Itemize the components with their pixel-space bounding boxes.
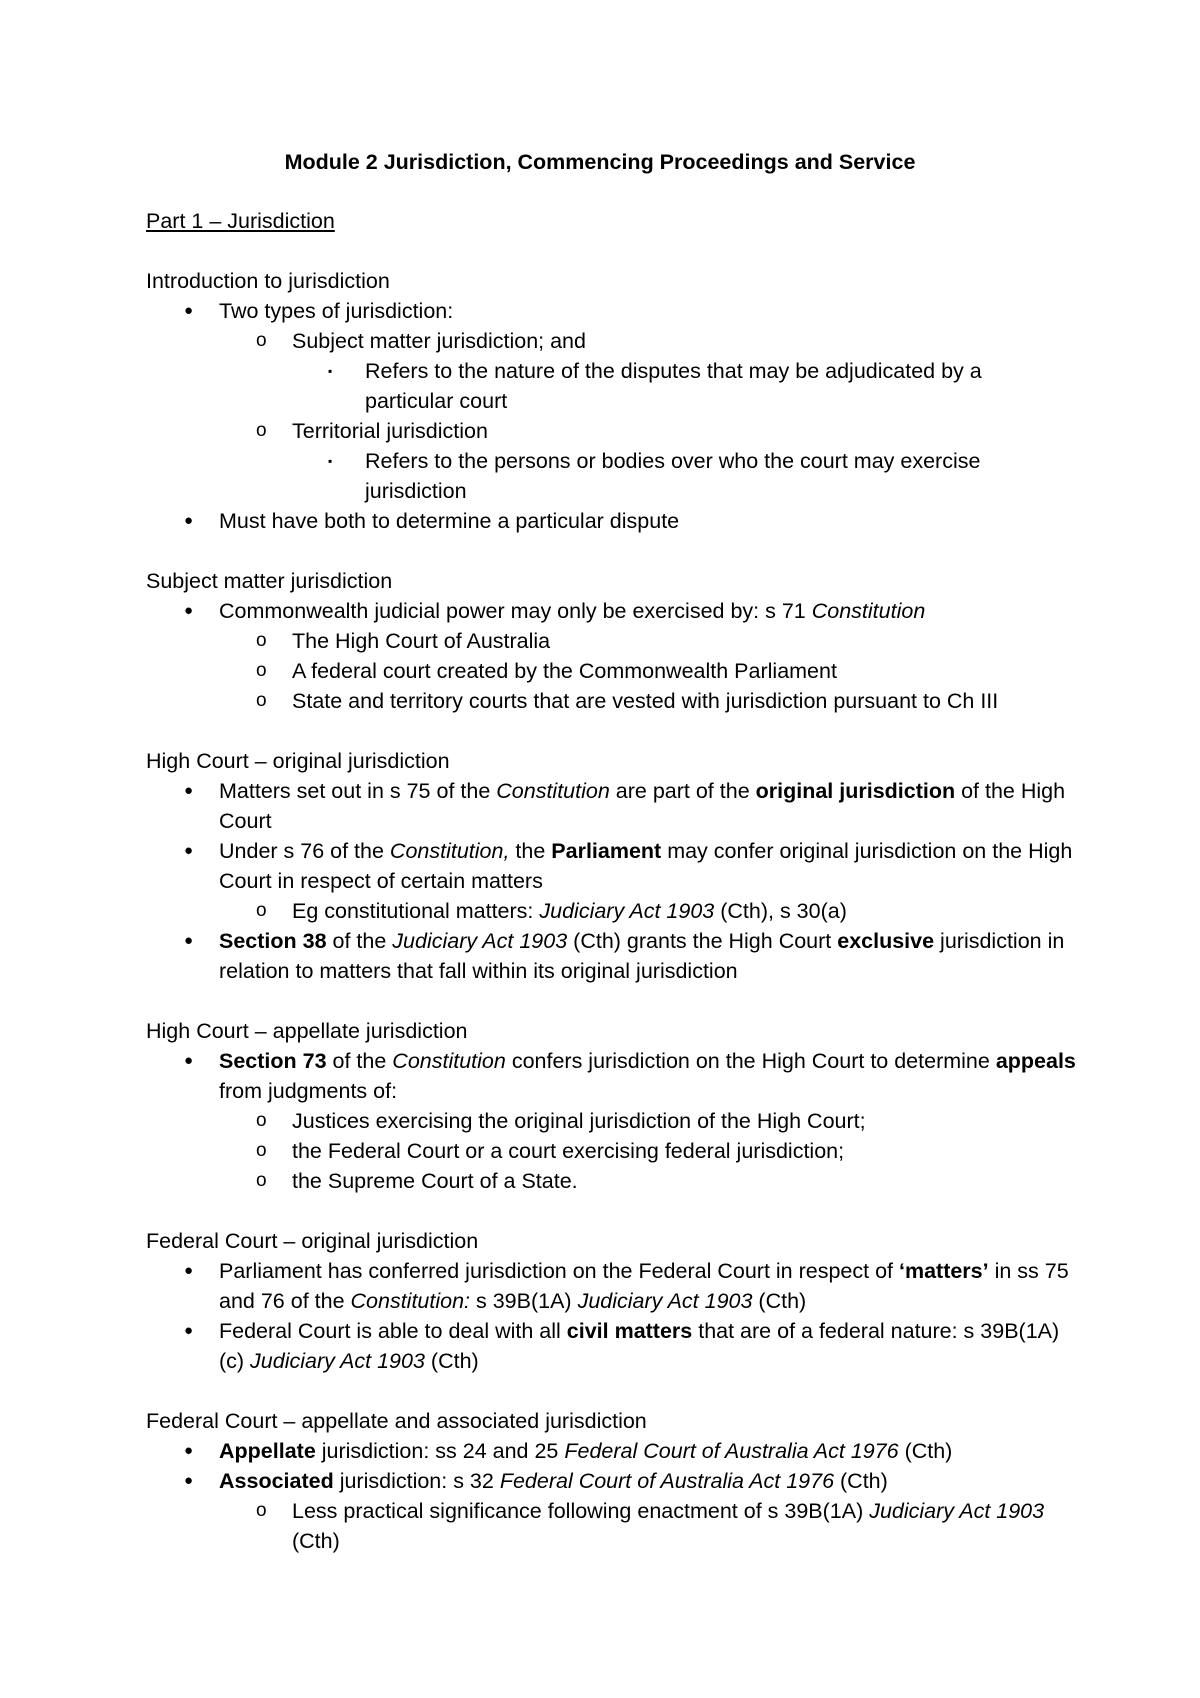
- section-heading: High Court – original jurisdiction: [146, 749, 450, 773]
- bullet-list: [146, 1046, 1076, 1196]
- bullet-list: [146, 1256, 1076, 1376]
- section-high-court-appellate: [146, 1016, 1076, 1196]
- bullet-marker: ●: [184, 1442, 194, 1459]
- list-item: o State and territory courts that are vested with jurisdiction pursuant to Ch III: [146, 686, 1076, 716]
- circle-marker: o: [256, 1110, 267, 1131]
- list-item: o the Supreme Court of a State.: [146, 1166, 1076, 1196]
- list-item: ▪ Refers to the persons or bodies over who the court may exercise jurisdiction: [146, 446, 1076, 506]
- section-heading: High Court – appellate jurisdiction: [146, 1019, 468, 1043]
- bullet-marker: ●: [184, 602, 194, 619]
- list-item: o The High Court of Australia: [146, 626, 1076, 656]
- bullet-marker: ●: [184, 1052, 194, 1069]
- section-heading: Federal Court – original jurisdiction: [146, 1229, 479, 1253]
- list-item: ▪ Refers to the nature of the disputes that may be adjudicated by a particular court: [146, 356, 1076, 416]
- bullet-marker: ●: [184, 1262, 194, 1279]
- section-heading: Federal Court – appellate and associated jurisdiction: [146, 1409, 647, 1433]
- list-item: ● Section 38 of the Judiciary Act 1903 (Cth) grants the High Court exclusive jurisdiction in relation to matters that fall within its original jurisdiction: [146, 926, 1076, 986]
- bullet-marker: ●: [184, 302, 194, 319]
- bullet-list: [146, 296, 1076, 536]
- list-item: o Eg constitutional matters: Judiciary Act 1903 (Cth), s 30(a): [146, 896, 1076, 926]
- list-item: ● Matters set out in s 75 of the Constitution are part of the original jurisdiction of the High Court: [146, 776, 1076, 836]
- list-item: ● Appellate jurisdiction: ss 24 and 25 Federal Court of Australia Act 1976 (Cth): [146, 1436, 1076, 1466]
- list-item: ● Two types of jurisdiction:: [146, 296, 1076, 326]
- list-item: o Subject matter jurisdiction; and: [146, 326, 1076, 356]
- circle-marker: o: [256, 660, 267, 681]
- section-introduction: [146, 266, 1076, 536]
- circle-marker: o: [256, 1140, 267, 1161]
- section-heading: Subject matter jurisdiction: [146, 569, 393, 593]
- bullet-list: [146, 596, 1076, 716]
- part-heading: Part 1 – Jurisdiction: [146, 209, 335, 233]
- list-item: ● Federal Court is able to deal with all civil matters that are of a federal nature: s 39B(1A)(c) Judiciary Act 1903 (Cth): [146, 1316, 1076, 1376]
- circle-marker: o: [256, 1500, 267, 1521]
- list-item: o Less practical significance following enactment of s 39B(1A) Judiciary Act 1903 (Cth): [146, 1496, 1076, 1556]
- section-federal-court-appellate: [146, 1406, 1076, 1556]
- section-subject-matter: [146, 566, 1076, 716]
- list-item: ● Parliament has conferred jurisdiction on the Federal Court in respect of ‘matters’ in ss 75 and 76 of the Constitution: s 39B(1A) Judiciary Act 1903 (Cth): [146, 1256, 1076, 1316]
- section-heading: Introduction to jurisdiction: [146, 269, 390, 293]
- bullet-marker: ●: [184, 1322, 194, 1339]
- bullet-marker: ●: [184, 1472, 194, 1489]
- circle-marker: o: [256, 420, 267, 441]
- bullet-marker: ●: [184, 842, 194, 859]
- circle-marker: o: [256, 900, 267, 921]
- square-marker: ▪: [328, 364, 333, 378]
- square-marker: ▪: [328, 454, 333, 468]
- bullet-marker: ●: [184, 782, 194, 799]
- bullet-list: [146, 1436, 1076, 1556]
- bullet-marker: ●: [184, 512, 194, 529]
- circle-marker: o: [256, 690, 267, 711]
- list-item: o Territorial jurisdiction: [146, 416, 1076, 446]
- list-item: ● Commonwealth judicial power may only be exercised by: s 71 Constitution: [146, 596, 1076, 626]
- circle-marker: o: [256, 330, 267, 351]
- bullet-marker: ●: [184, 932, 194, 949]
- list-item: o A federal court created by the Commonwealth Parliament: [146, 656, 1076, 686]
- bullet-list: [146, 776, 1076, 986]
- circle-marker: o: [256, 1170, 267, 1191]
- list-item: ● Associated jurisdiction: s 32 Federal Court of Australia Act 1976 (Cth): [146, 1466, 1076, 1496]
- circle-marker: o: [256, 630, 267, 651]
- list-item: ● Section 73 of the Constitution confers jurisdiction on the High Court to determine appeals from judgments of:: [146, 1046, 1076, 1106]
- list-item: ● Under s 76 of the Constitution, the Parliament may confer original jurisdiction on the High Court in respect of certain matters: [146, 836, 1076, 896]
- list-item: o the Federal Court or a court exercising federal jurisdiction;: [146, 1136, 1076, 1166]
- section-federal-court-original: [146, 1226, 1076, 1376]
- document-title: Module 2 Jurisdiction, Commencing Proceedings and Service: [284, 150, 916, 174]
- list-item: o Justices exercising the original jurisdiction of the High Court;: [146, 1106, 1076, 1136]
- section-high-court-original: [146, 746, 1076, 986]
- list-item: ● Must have both to determine a particular dispute: [146, 506, 1076, 536]
